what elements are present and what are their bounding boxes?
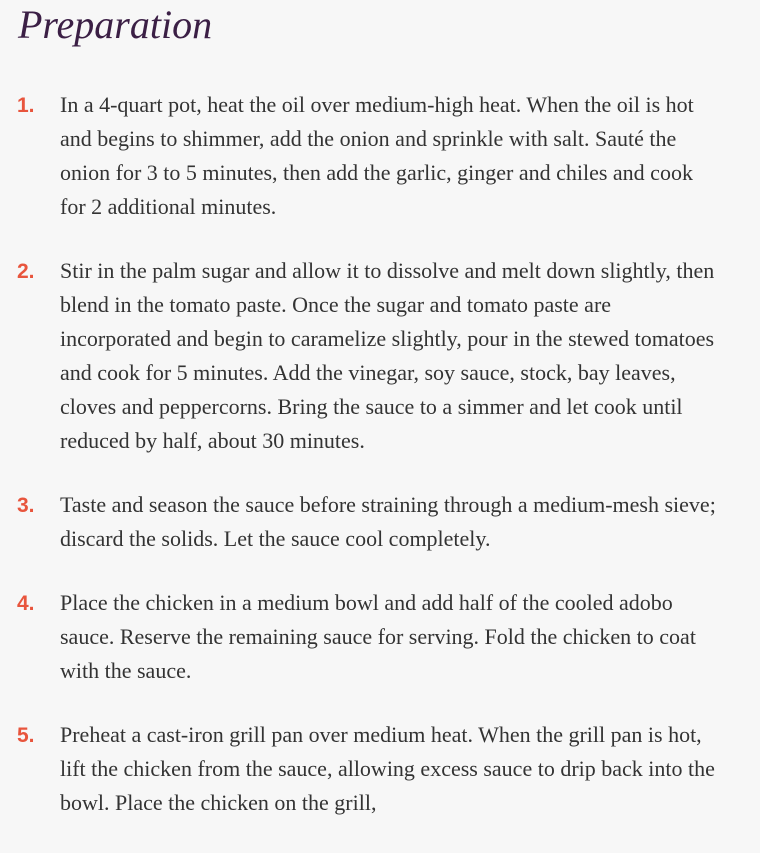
- step-number: 3.: [17, 494, 35, 517]
- step-number: 5.: [17, 724, 35, 747]
- step-number: 1.: [17, 94, 35, 117]
- step-number: 4.: [17, 592, 35, 615]
- step-text: Taste and season the sauce before straining through a medium-mesh sieve; discard the solids. Let the sauce cool completely.: [60, 492, 716, 551]
- step-item-3: [0, 488, 760, 556]
- step-text: Stir in the palm sugar and allow it to dissolve and melt down slightly, then blend in the tomato paste. Once the sugar and tomato paste are incorporated and begin to caramelize slightly, pour in the stewed tomatoes and cook for 5 minutes. Add the vinegar, soy sauce, stock, bay leaves, cloves and peppercorns. Bring the sauce to a simmer and let cook until reduced by half, about 30 minutes.: [60, 258, 715, 453]
- step-text: Preheat a cast-iron grill pan over medium heat. When the grill pan is hot, lift the chicken from the sauce, allowing excess sauce to drip back into the bowl. Place the chicken on the grill,: [60, 722, 715, 815]
- step-item-2: [0, 254, 760, 458]
- preparation-steps-list: [0, 88, 760, 850]
- step-item-4: [0, 586, 760, 688]
- step-text: Place the chicken in a medium bowl and add half of the cooled adobo sauce. Reserve the remaining sauce for serving. Fold the chicken to coat with the sauce.: [60, 590, 696, 683]
- step-item-5: [0, 718, 760, 820]
- step-text: In a 4-quart pot, heat the oil over medium-high heat. When the oil is hot and begins to shimmer, add the onion and sprinkle with salt. Sauté the onion for 3 to 5 minutes, then add the garlic, ginger and chiles and cook for 2 additional minutes.: [60, 92, 694, 219]
- step-number: 2.: [17, 260, 35, 283]
- section-title: Preparation: [18, 2, 213, 47]
- step-item-1: [0, 88, 760, 224]
